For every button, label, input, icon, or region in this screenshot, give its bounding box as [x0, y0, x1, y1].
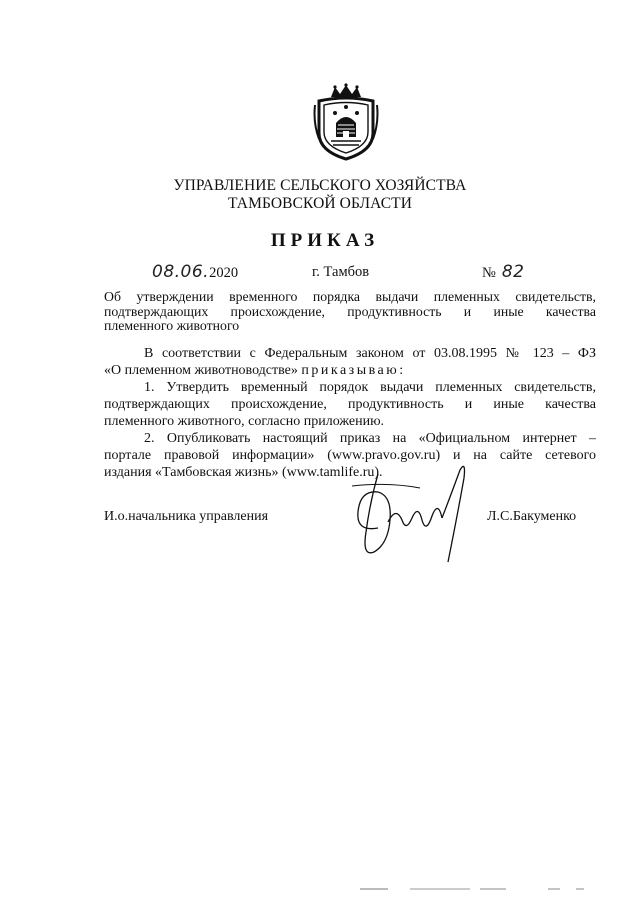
scan-edge-marks	[0, 886, 640, 892]
handwritten-date: 08.06.	[152, 262, 210, 282]
body-line: В соответствии с Федеральным законом от 03.08.1995 № 123 – ФЗ	[144, 346, 596, 361]
number-prefix: №	[482, 265, 496, 281]
body-line: 1. Утвердить временный порядок выдачи племенных свидетельств,	[144, 380, 596, 395]
document-subject	[104, 290, 596, 334]
handwritten-number: 82	[501, 262, 525, 282]
subject-line: подтверждающих происхождение, продуктивность и иные качества	[104, 303, 596, 319]
organization-name-line1: УПРАВЛЕНИЕ СЕЛЬСКОГО ХОЗЯЙСТВА	[173, 177, 467, 194]
signatory-name: Л.С.Бакуменко	[487, 509, 577, 524]
document-number	[482, 262, 524, 282]
signatory-position: И.о.начальника управления	[104, 509, 269, 524]
document-city: г. Тамбов	[312, 264, 370, 280]
body-line: 2. Опубликовать настоящий приказ на «Официальном интернет –	[144, 431, 596, 446]
body-line: племенного животного, согласно приложению.	[104, 414, 385, 429]
body-line: подтверждающих происхождение, продуктивность и иные качества	[104, 397, 596, 412]
law-name: «О племенном животноводстве»	[104, 363, 298, 378]
subject-line: Об утверждении временного порядка выдачи племенных свидетельств,	[104, 289, 596, 304]
body-line: портале правовой информации» (www.pravo.gov.ru) и на сайте сетевого	[104, 448, 596, 463]
date-year: 2020	[209, 265, 239, 281]
coat-of-arms-emblem	[311, 83, 381, 161]
order-word: приказываю:	[301, 363, 406, 378]
organization-name-line2: ТАМБОВСКОЙ ОБЛАСТИ	[228, 195, 412, 212]
body-line: издания «Тамбовская жизнь» (www.tamlife.ru).	[104, 465, 383, 480]
body-line	[104, 362, 596, 379]
document-title: ПРИКАЗ	[270, 230, 380, 251]
subject-line: племенного животного	[104, 318, 240, 333]
document-date	[152, 262, 238, 282]
handwritten-signature	[348, 462, 488, 572]
document-body	[104, 345, 596, 481]
